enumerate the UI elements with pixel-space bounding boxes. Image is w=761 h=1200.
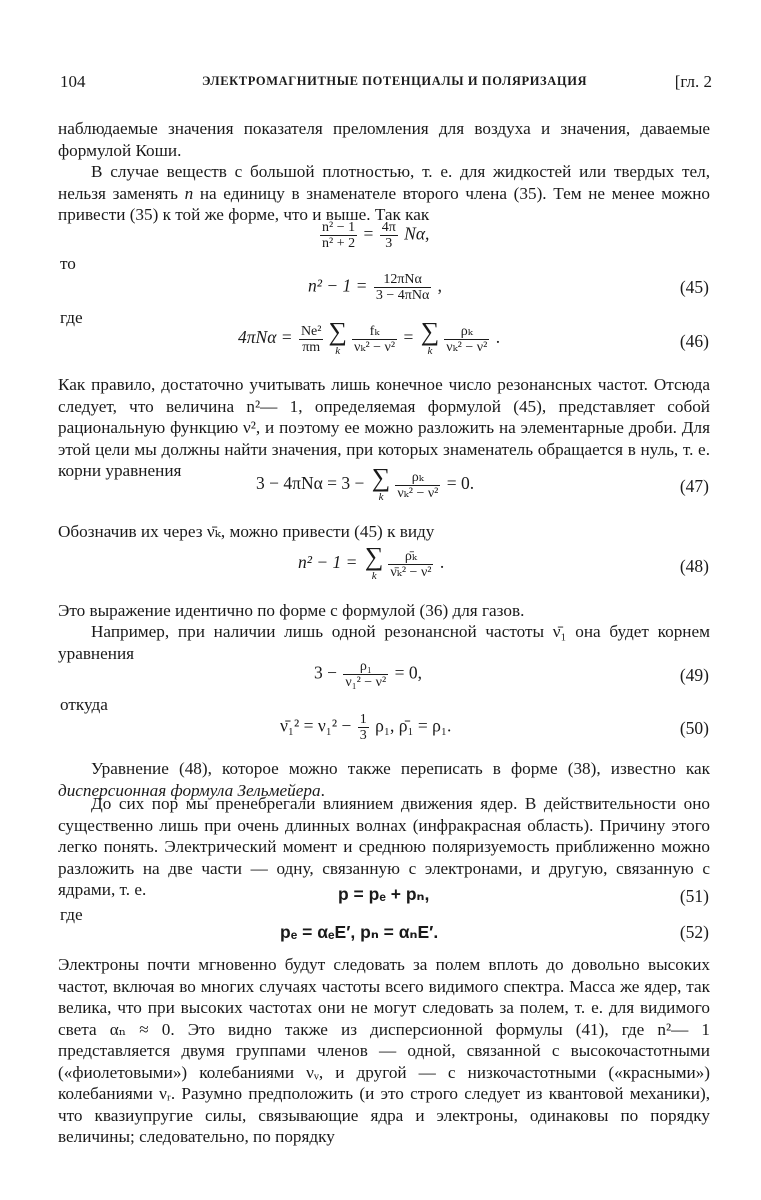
equation-52: pₑ = αₑE′, pₙ = αₙE′. [280,922,439,942]
equation-number-47: (47) [679,476,709,496]
equation-number-49: (49) [679,665,709,685]
paragraph-2 [58,161,710,226]
label-gde-1: где [60,308,83,327]
equation-number-46: (46) [679,331,709,351]
paragraph-1: наблюдаемые значения показателя преломления для воздуха и значения, даваемые формулой Коши. [58,119,710,160]
equation-48: n² − 1 = ∑ k $\frac{\text{ρ̄ₖ}}{\text{ν̄ₖ² − ν²}}$ . [298,542,445,582]
eq49-fraction: $\frac{\text{ρ₁}}{\text{ν₁² − ν²}}$ [345,659,387,690]
label-gde-2: где [60,905,83,924]
eq46-fraction-1: $\frac{\text{fₖ}}{\text{νₖ² − ν²}}$ [354,323,396,355]
paragraph-8: До сих пор мы пренебрегали влиянием движения ядер. В действительности оно существенно лишь при очень длинных волнах (инфракрасная область). Причину этого легко понять. Электрический момент и среднюю поляризуемость приближенно можно разложить на две части — одну, связанную с электронами, и другую, связанную с ядрами, т. е. [58,794,710,899]
eq46-prefactor: $\frac{\text{Ne²}}{\pi m}$ [300,323,322,355]
label-otkuda: откуда [60,695,108,714]
eq46-fraction-2: $\frac{\text{ρₖ}}{\text{νₖ² − ν²}}$ [446,323,488,355]
equation-number-50: (50) [679,718,709,738]
paragraph-9: Электроны почти мгновенно будут следовать за полем вплоть до довольно высоких частот, включая во многих случаях частоты всего видимого спектра. Масса же ядер, так велика, что при высоких частотах они не могут следовать за полем, т. е. для видимого света αₙ ≈ 0. Это видно также из дисперсионной формулы (41), где n²— 1 представляется двумя группами членов — одной, связанной с высокочастотными («фиолетовыми») колебаниями νᵥ, и другой — с низкочастотными («красными») колебаниями νᵣ. Разумно предположить (и это строго следует из квантовой механики), что квазиупругие силы, связывающие ядра и электроны, одинаковы по порядку величины; следовательно, по порядку [58,955,710,1146]
equation-number-51: (51) [679,886,709,906]
equation-intro: $\frac{\text{n² − 1}}{\text{n² + 2}}$ = $\frac{4\pi}{3}$ Nα, [322,220,430,251]
equation-51: p = pₑ + pₙ, [338,884,430,904]
paragraph-7-text-b: . [320,780,325,800]
equation-46: 4πNα = $\frac{\text{Ne²}}{\pi m}$ ∑ k $\frac{\text{fₖ}}{\text{νₖ² − ν²}}$ = ∑ k $\frac{\text{ρₖ}}{\text{νₖ² − ν²}}$ . [238,317,501,357]
paragraph-5: Это выражение идентично по форме с формулой (36) для газов. [58,601,525,620]
paragraph-2-text-a: В случае веществ с большой плотностью, т. е. для жидкостей или твердых тел, нельзя заменять [58,162,710,203]
equation-number-48: (48) [679,556,709,576]
equation-number-52: (52) [679,922,709,942]
paragraph-6: Например, при наличии лишь одной резонансной частоты ν̄₁ она будет корнем уравнения [58,622,710,663]
label-to: то [60,254,76,273]
eq48-fraction: $\frac{\text{ρ̄ₖ}}{\text{ν̄ₖ² − ν²}}$ [390,548,432,580]
eq48-sum: ∑ k [364,542,384,582]
equation-47: 3 − 4πNα = 3 − ∑ k $\frac{\text{ρₖ}}{\text{νₖ² − ν²}}$ = 0. [256,463,475,503]
paragraph-7-text-a: Уравнение (48), которое можно также переписать в форме (38), известно как [91,759,710,778]
paragraph-2-text-b: на единицу в знаменателе второго члена (35). Тем не менее можно привести (35) к той же форме, что и выше. Так как [58,183,710,224]
eq-intro-lhs-fraction: $\frac{\text{n² − 1}}{\text{n² + 2}}$ [322,220,356,251]
equation-number-45: (45) [679,277,709,297]
equation-49: 3 − $\frac{\text{ρ₁}}{\text{ν₁² − ν²}}$ = 0, [314,659,422,690]
eq47-fraction: $\frac{\text{ρₖ}}{\text{νₖ² − ν²}}$ [397,469,439,501]
running-title: ЭЛЕКТРОМАГНИТНЫЕ ПОТЕНЦИАЛЫ И ПОЛЯРИЗАЦИЯ [202,74,588,88]
paragraph-2-symbol: n [184,183,194,203]
chapter-label: [гл. 2 [674,72,712,91]
paragraph-7-emphasis: дисперсионная формула Зельмейера [58,780,321,800]
page-number: 104 [60,72,86,91]
page-header [60,72,712,94]
equation-50: ν̄₁² = ν₁² − $\frac{1}{3}$ ρ₁, ρ̄₁ = ρ₁. [280,712,452,743]
eq46-sum-2: ∑ k [420,317,440,357]
eq47-sum: ∑ k [371,463,391,503]
eq-intro-rhs-fraction: $\frac{4\pi}{3}$ [381,220,396,251]
eq46-sum-1: ∑ k [328,317,348,357]
eq50-fraction: $\frac{1}{3}$ [359,712,367,743]
eq45-fraction: $\frac{\text{12πNα}}{\text{3 − 4πNα}}$ [375,272,430,303]
paragraph-3: Как правило, достаточно учитывать лишь конечное число резонансных частот. Отсюда следует, что величина n²— 1, определяемая формулой (45), представляет собой рациональную функцию ν², и поэтому ее можно разложить на элементарные дроби. Для этой цели мы должны найти значения, при которых знаменатель обращается в нуль, т. е. корни уравнения [58,375,710,480]
equation-45: n² − 1 = $\frac{\text{12πNα}}{\text{3 − 4πNα}}$ , [308,272,443,303]
paragraph-4: Обозначив их через ν̄ₖ, можно привести (45) к виду [58,522,435,541]
